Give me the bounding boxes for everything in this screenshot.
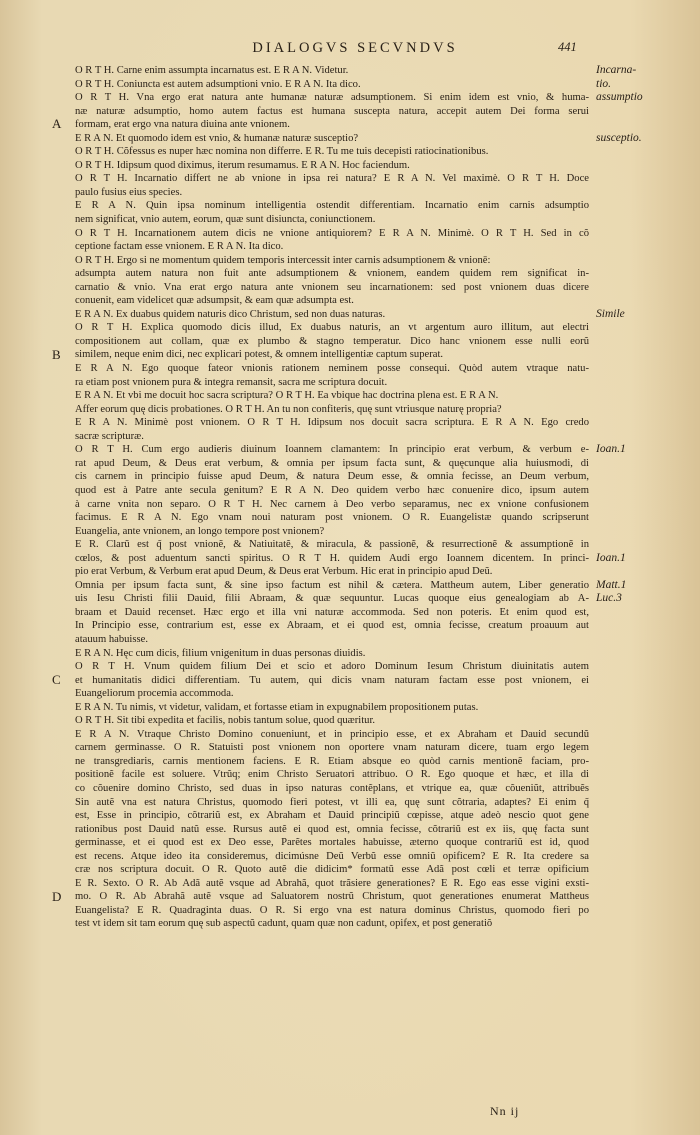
text-line: sacræ scripturæ. — [75, 430, 144, 442]
text-line: O R T H. Coniuncta est autem adsumptioni vnio. E R A N. Ita dico. — [75, 78, 361, 90]
text-line: E R A N. Quin ipsa nominum intelligentia ostendit differentiam. Incarnatio enim carnis adsumptio — [75, 200, 589, 212]
text-line: E R A N. Vtraque Christo Domino conueniunt, et in principio esse, et ex Abraham et Dauid secundũ — [75, 728, 589, 740]
section-letter: C — [52, 671, 61, 687]
text-line: germinasse, et ei quod est ex Deo esse, Parẽtes mortales habuisse, æterno quoque contrariũ est id, quod — [75, 837, 589, 849]
text-line: rat apud Deum, & Deus erat verbum, & omnia per ipsum facta sunt, & quęcunque alia huiusmodi, di — [75, 457, 589, 469]
text-line: E R A N. Tu nimis, vt videtur, validam, et fortasse etiam in expugnabilem propositionem putas. — [75, 701, 479, 713]
marginal-note: Ioan.1 — [596, 443, 626, 456]
text-line: formam, erat ergo vna natura diuina ante vnionem. — [75, 119, 290, 131]
text-line: cræ nos scriptura docuit. O R. Quoto autẽ die didicim* formatũ esse Adã post cœli et terræ opificium — [75, 864, 589, 876]
text-line: similem, neque enim dici, nec explicari potest, & omnem intelligentiæ captum superat. — [75, 349, 444, 361]
text-line: O R T H. Vnum quidem filium Dei et scio et adoro Dominum Iesum Christum diuinitatis autem — [75, 661, 589, 673]
text-line: Euangelia, ante vnionem, an longo tempore post vnionem? — [75, 525, 325, 537]
text-line: est recens. Atque ideo ita consideremus, dicimúsne Deũ Verbũ esse omniũ opificem? E R. Ita credere sa — [75, 850, 589, 862]
marginal-note: Matt.1 — [596, 578, 627, 591]
text-line: O R T H. Vna ergo erat natura ante humanæ naturæ adsumptionem. Si enim idem est vnio, & huma- — [75, 92, 589, 104]
text-line: rationibus post Dauid natũ esse. Rursus autẽ ei quod est, omnia fecisse, cõtrariũ est ex iis, quę facta sunt — [75, 823, 589, 835]
text-line: E R. Clarũ est q̃ post vnionẽ, & Natiuitatẽ, & miracula, & passionẽ, & resurrectionẽ & assumptionẽ in — [75, 539, 589, 551]
text-line: paulo fusius eius species. — [75, 186, 183, 198]
text-line: O R T H. Incarnatio differt ne ab vnione in ipsa rei natura? E R A N. Vel maximè. O R T H. Doce — [75, 173, 589, 185]
text-line: Euangelista? E R. Quadraginta duas. O R. Si ergo vna est natura dominus Christus, quomodo fieri po — [75, 904, 589, 916]
text-line: cœlos, & post aduentum sancti spiritus. O R T H. quidem Audi ergo Ioannem dicentem. In princi- — [75, 552, 589, 564]
text-line: E R A N. Et vbi me docuit hoc sacra scriptura? O R T H. Ea vbique hac doctrina plena est. E R A N. — [75, 390, 499, 402]
marginal-note: Incarna- — [596, 64, 637, 76]
text-line: O R T H. Incarnationem autem dicis ne vnione antiquiorem? E R A N. Minimè. O R T H. Sed in cõ — [75, 227, 589, 239]
text-line: braam et Dauid recenset. Hæc ergo et illa vni naturæ accommoda. Sed non poteris. Et enim quod est, — [75, 606, 589, 618]
text-line: uis Iesu Christi filii Dauid, filii Abraam, & quæ sequuntur. Lucas quoque eius genealogiam ab A- — [75, 593, 589, 605]
text-line: Omnia per ipsum facta sunt, & sine ipso factum est nihil & cætera. Mattheum autem, Liber generatio — [75, 579, 589, 591]
text-line: E R. Sexto. O R. Ab Adã autẽ vsque ad Abrahã, quot trãsiere generationes? E R. Ego eas esse vigini exsti- — [75, 877, 589, 889]
text-line: E R A N. Hęc cum dicis, filium vnigenitum in duas personas diuidis. — [75, 647, 366, 659]
marginal-note: Simile — [596, 307, 625, 320]
text-line: adsumpta autem natura non fuit ante adsumptionem & vnionem, eandem quidem rem significat in- — [75, 268, 589, 280]
text-line: carnem germinasse. O R. Statuisti post vnionem non oportere vnam naturam dicere, tuam ergo legem — [75, 742, 589, 754]
marginal-note: Ioan.1 — [596, 551, 626, 564]
text-line: ne transgrediaris, carnis mentionem faciens. E R. Etiam absque eo quòd carnis mentionẽ faciam, pro- — [75, 755, 589, 767]
text-line: næ naturæ adsumptio, homo autem factus est humana suscepta natura, accepit autem Dei forma serui — [75, 105, 589, 117]
text-line: Sin autẽ vna est natura Christus, quomodo fieri potest, vt illi ea, quę sunt cõtraria, adaptes? Ei enim q̃ — [75, 796, 589, 808]
text-line: O R T H. Carne enim assumpta incarnatus est. E R A N. Videtur. — [75, 65, 349, 76]
text-line: E R A N. Ego quoque fateor vnionis rationem neminem posse consequi. Quòd autem vtraque natu- — [75, 363, 589, 375]
body-text — [75, 64, 589, 931]
text-line: atauum habuisse. — [75, 633, 148, 645]
text-line: test vt idem sit tam eorum quę sub aspectũ cadunt, quam quæ non cadunt, opifex, et post generatiõ — [75, 918, 493, 930]
text-line: est, Esse in principio, cõtrariũ est, ex Abraham et Dauid principiũ cœpisse, atque adeò nescio quot gene — [75, 810, 589, 822]
text-line: O R T H. Explica quomodo dicis illud, Ex duabus naturis, an vt argentum auro illitum, aut electri — [75, 322, 589, 334]
marginal-note: tio. — [596, 77, 612, 90]
text-line: quod est à Patre ante secula genitum? E R A N. Deo quidem verbo hæc conuenire dico, ipsum autem — [75, 484, 589, 496]
text-line: carnatio & vnio. Vna erat ergo natura ante vnionem seu incarnationem: sed post vnionem duas dicere — [75, 281, 589, 293]
text-line: conuenit, eam videlicet quæ adsumpsit, & eam quæ adsumpta est. — [75, 295, 354, 307]
text-line: O R T H. Idipsum quod diximus, iterum resumamus. E R A N. Hoc faciendum. — [75, 159, 410, 171]
text-line: ra etiam post vnionem pura & integra remansit, sacra me scriptura docuit. — [75, 376, 388, 388]
marginal-note: assumptio — [596, 91, 643, 104]
text-line: O R T H. Ergo si ne momentum quidem temporis intercessit inter carnis adsumptionem & vnionē: — [75, 254, 491, 266]
text-line: O R T H. Sit tibi expedita et facilis, nobis tantum solue, quod quæritur. — [75, 715, 376, 727]
text-line: In Principio esse, contrarium est, esse ex Abraam, et ei quod est, omnia fecisse, creatum proauum aut — [75, 620, 589, 632]
text-line: et humanitatis didici differentiam. Tu autem, qui dicis vnam naturam factam esse post vnionem, ei — [75, 674, 589, 686]
text-line: E R A N. Ex duabus quidem naturis dico Christum, sed non duas naturas. — [75, 308, 386, 320]
section-letter: D — [52, 888, 62, 904]
text-line: Euangeliorum procemia accommoda. — [75, 688, 234, 700]
text-line: E R A N. Minimè post vnionem. O R T H. Idipsum nos docuit sacra scriptura. E R A N. Ego credo — [75, 417, 589, 429]
text-line: E R A N. Et quomodo idem est vnio, & humanæ naturæ susceptio? — [75, 132, 359, 144]
text-line: co cõuenire domino Christo, sed duas in ipso naturas contẽplans, et vtrique ea, quæ cõueniũt, attribuẽs — [75, 782, 589, 794]
marginal-note: susceptio. — [596, 131, 642, 144]
text-line: à carne vnita non separo. O R T H. Nec carnem à Deo verbo separamus, nec ex vnione confusionem — [75, 498, 589, 510]
section-letter: B — [52, 346, 61, 362]
text-line: mo. O R. Ab Abrahã autẽ vsque ad Saluatorem nostrũ Christum, quot generationes enumerat Mattheus — [75, 891, 589, 903]
text-line: O R T H. Cõfessus es nuper hæc nomina non differre. E R. Tu me tuis decepisti ratiocinationibus. — [75, 146, 489, 158]
marginal-note: Luc.3 — [596, 592, 622, 605]
text-line: ceptione factam esse vnionem. E R A N. Ita dico. — [75, 241, 284, 253]
text-line: nem significat, vnio autem, eorum, quæ sunt disiuncta, coniunctionem. — [75, 214, 376, 226]
text-line: cis carnem in principio fuisse apud Deum, & natura Deum esse, & omnia fecisse, an Deum verbum, — [75, 471, 589, 483]
text-line: Affer eorum quę dicis probationes. O R T H. An tu non confiteris, quę sunt vtriusque naturę propria? — [75, 403, 502, 415]
signature-mark: Nn ij — [490, 1104, 520, 1118]
text-line: facimus. E R A N. Ego vnam noui naturam post vnionem. O R. Euangelistæ quando scripserunt — [75, 512, 589, 524]
text-line: O R T H. Cum ergo audieris diuinum Ioannem clamantem: In principio erat verbum, & verbum e- — [75, 444, 589, 456]
text-line: positionẽ facile est soluere. Vtrũq; enim Christo Seruatori attribuo. O R. Ego quoque et hæc, et illa di — [75, 769, 589, 781]
page-number: 441 — [558, 40, 577, 54]
text-line: compositionem aut collam, quæ ex plumbo & stagno temperatur. Dico hanc vnionem esse nulli eorũ — [75, 335, 589, 347]
text-line: pio erat Verbum, & Verbum erat apud Deum, & Deus erat Verbum. Hic erat in principio apud Deũ. — [75, 566, 493, 578]
running-title: DIALOGVS SECVNDVS — [252, 40, 458, 56]
section-letter: A — [52, 116, 62, 132]
